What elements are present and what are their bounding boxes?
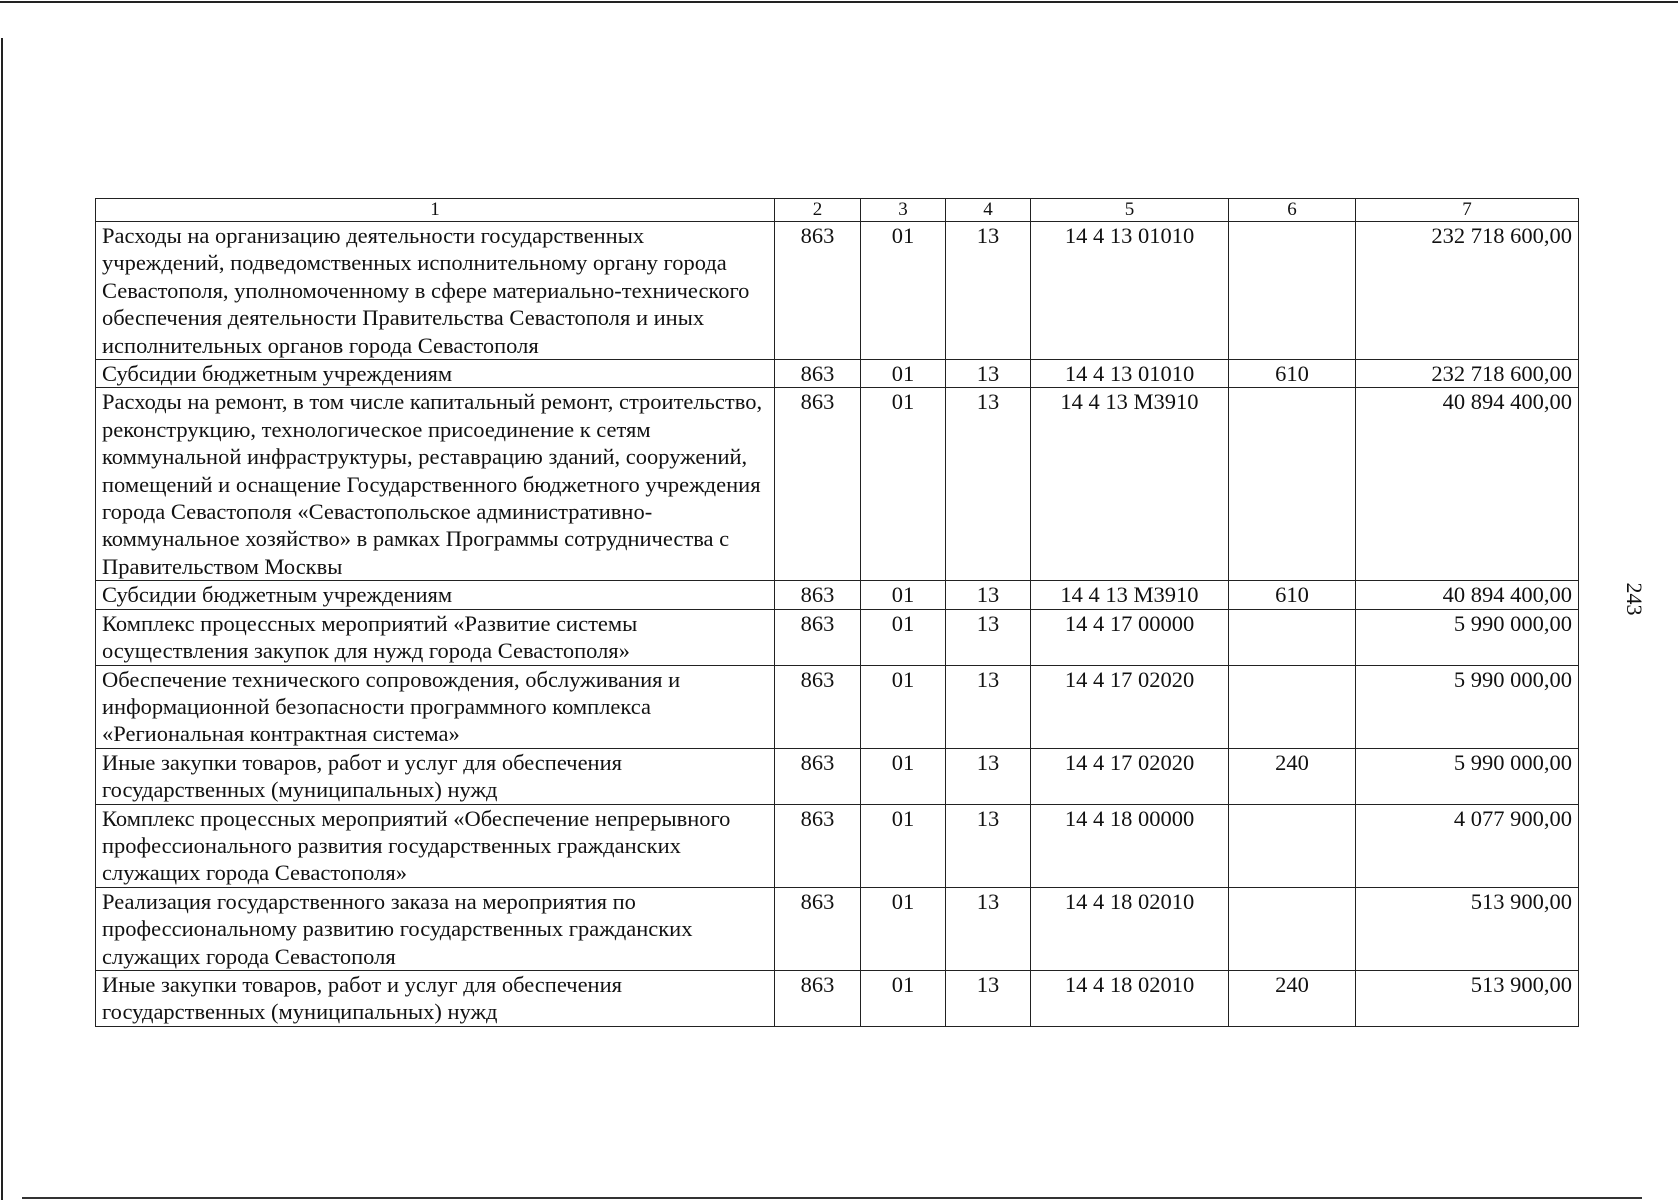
target-article-cell: 14 4 18 02010 bbox=[1031, 887, 1229, 970]
table-row bbox=[96, 970, 1579, 1026]
section-code-cell: 01 bbox=[861, 665, 946, 748]
expense-name-cell: Обеспечение технического сопровождения, обслуживания и информационной безопасности программного комплекса «Региональная контрактная система» bbox=[96, 665, 775, 748]
expense-name-cell: Субсидии бюджетным учреждениям bbox=[96, 360, 775, 388]
expense-type-cell: 610 bbox=[1229, 360, 1356, 388]
expense-type-cell bbox=[1229, 804, 1356, 887]
grbs-code-cell: 863 bbox=[775, 804, 861, 887]
section-code-cell: 01 bbox=[861, 748, 946, 804]
expense-type-cell bbox=[1229, 887, 1356, 970]
table-row bbox=[96, 804, 1579, 887]
target-article-cell: 14 4 18 02010 bbox=[1031, 970, 1229, 1026]
scan-border-top bbox=[0, 1, 1678, 3]
amount-cell: 40 894 400,00 bbox=[1356, 388, 1579, 581]
target-article-cell: 14 4 13 01010 bbox=[1031, 360, 1229, 388]
target-article-cell: 14 4 18 00000 bbox=[1031, 804, 1229, 887]
subsection-code-cell: 13 bbox=[946, 804, 1031, 887]
section-code-cell: 01 bbox=[861, 360, 946, 388]
target-article-cell: 14 4 17 02020 bbox=[1031, 748, 1229, 804]
amount-cell: 5 990 000,00 bbox=[1356, 748, 1579, 804]
grbs-code-cell: 863 bbox=[775, 665, 861, 748]
amount-cell: 5 990 000,00 bbox=[1356, 609, 1579, 665]
amount-cell: 5 990 000,00 bbox=[1356, 665, 1579, 748]
subsection-code-cell: 13 bbox=[946, 665, 1031, 748]
subsection-code-cell: 13 bbox=[946, 581, 1031, 609]
column-header: 2 bbox=[775, 199, 861, 222]
page-number: 243 bbox=[1622, 582, 1647, 616]
grbs-code-cell: 863 bbox=[775, 970, 861, 1026]
target-article-cell: 14 4 13 01010 bbox=[1031, 222, 1229, 360]
column-header: 7 bbox=[1356, 199, 1579, 222]
subsection-code-cell: 13 bbox=[946, 222, 1031, 360]
grbs-code-cell: 863 bbox=[775, 748, 861, 804]
subsection-code-cell: 13 bbox=[946, 887, 1031, 970]
table-row bbox=[96, 388, 1579, 581]
grbs-code-cell: 863 bbox=[775, 222, 861, 360]
section-code-cell: 01 bbox=[861, 970, 946, 1026]
section-code-cell: 01 bbox=[861, 581, 946, 609]
amount-cell: 4 077 900,00 bbox=[1356, 804, 1579, 887]
page-bottom-rule bbox=[22, 1197, 1642, 1199]
subsection-code-cell: 13 bbox=[946, 360, 1031, 388]
column-number-row bbox=[96, 199, 1579, 222]
subsection-code-cell: 13 bbox=[946, 388, 1031, 581]
expense-name-cell: Субсидии бюджетным учреждениям bbox=[96, 581, 775, 609]
amount-cell: 232 718 600,00 bbox=[1356, 222, 1579, 360]
amount-cell: 513 900,00 bbox=[1356, 887, 1579, 970]
section-code-cell: 01 bbox=[861, 804, 946, 887]
expense-type-cell: 240 bbox=[1229, 748, 1356, 804]
expense-name-cell: Комплекс процессных мероприятий «Обеспечение непрерывного профессионального развития государственных гражданских служащих города Севастополя» bbox=[96, 804, 775, 887]
expense-name-cell: Расходы на ремонт, в том числе капитальный ремонт, строительство, реконструкцию, технологическое присоединение к сетям коммунальной инфраструктуры, реставрацию зданий, сооружений, помещений и оснащение Государственного бюджетного учреждения города Севастополя «Севастопольское административно-коммунальное хозяйство» в рамках Программы сотрудничества с Правительством Москвы bbox=[96, 388, 775, 581]
section-code-cell: 01 bbox=[861, 887, 946, 970]
subsection-code-cell: 13 bbox=[946, 970, 1031, 1026]
grbs-code-cell: 863 bbox=[775, 388, 861, 581]
grbs-code-cell: 863 bbox=[775, 360, 861, 388]
amount-cell: 513 900,00 bbox=[1356, 970, 1579, 1026]
expense-type-cell bbox=[1229, 609, 1356, 665]
table-row bbox=[96, 748, 1579, 804]
grbs-code-cell: 863 bbox=[775, 887, 861, 970]
scan-border-left bbox=[1, 38, 3, 1200]
column-header: 4 bbox=[946, 199, 1031, 222]
amount-cell: 40 894 400,00 bbox=[1356, 581, 1579, 609]
target-article-cell: 14 4 17 00000 bbox=[1031, 609, 1229, 665]
table-body bbox=[96, 222, 1579, 1027]
subsection-code-cell: 13 bbox=[946, 748, 1031, 804]
section-code-cell: 01 bbox=[861, 609, 946, 665]
table-row bbox=[96, 665, 1579, 748]
expense-name-cell: Иные закупки товаров, работ и услуг для обеспечения государственных (муниципальных) нужд bbox=[96, 970, 775, 1026]
target-article-cell: 14 4 17 02020 bbox=[1031, 665, 1229, 748]
table-row bbox=[96, 887, 1579, 970]
column-header: 6 bbox=[1229, 199, 1356, 222]
expense-type-cell bbox=[1229, 665, 1356, 748]
table-row bbox=[96, 581, 1579, 609]
column-header: 5 bbox=[1031, 199, 1229, 222]
target-article-cell: 14 4 13 M3910 bbox=[1031, 388, 1229, 581]
budget-table bbox=[95, 198, 1579, 1027]
section-code-cell: 01 bbox=[861, 388, 946, 581]
table-row bbox=[96, 360, 1579, 388]
expense-type-cell: 610 bbox=[1229, 581, 1356, 609]
subsection-code-cell: 13 bbox=[946, 609, 1031, 665]
expense-type-cell bbox=[1229, 222, 1356, 360]
column-header: 1 bbox=[96, 199, 775, 222]
expense-name-cell: Расходы на организацию деятельности государственных учреждений, подведомственных исполнительному органу города Севастополя, уполномоченному в сфере материально-технического обеспечения деятельности Правительства Севастополя и иных исполнительных органов города Севастополя bbox=[96, 222, 775, 360]
column-header: 3 bbox=[861, 199, 946, 222]
section-code-cell: 01 bbox=[861, 222, 946, 360]
table-row bbox=[96, 609, 1579, 665]
amount-cell: 232 718 600,00 bbox=[1356, 360, 1579, 388]
target-article-cell: 14 4 13 M3910 bbox=[1031, 581, 1229, 609]
expense-name-cell: Реализация государственного заказа на мероприятия по профессиональному развитию государственных гражданских служащих города Севастополя bbox=[96, 887, 775, 970]
table-row bbox=[96, 222, 1579, 360]
grbs-code-cell: 863 bbox=[775, 581, 861, 609]
grbs-code-cell: 863 bbox=[775, 609, 861, 665]
expense-type-cell: 240 bbox=[1229, 970, 1356, 1026]
expense-name-cell: Комплекс процессных мероприятий «Развитие системы осуществления закупок для нужд города Севастополя» bbox=[96, 609, 775, 665]
expense-type-cell bbox=[1229, 388, 1356, 581]
expense-name-cell: Иные закупки товаров, работ и услуг для обеспечения государственных (муниципальных) нужд bbox=[96, 748, 775, 804]
